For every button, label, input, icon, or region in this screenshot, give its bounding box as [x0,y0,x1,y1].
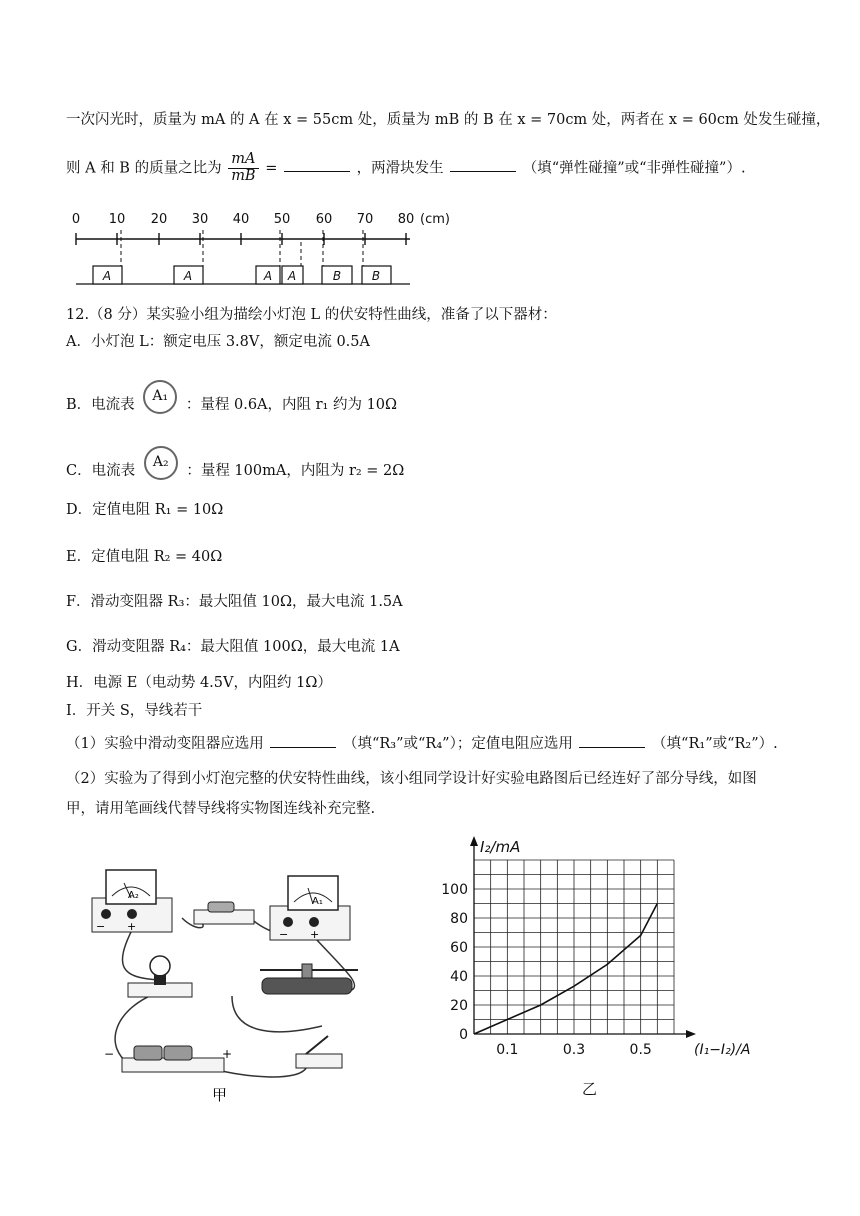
block-label: B [332,269,342,283]
y-tick-label: 80 [450,911,468,927]
y-tick-label: 0 [459,1027,468,1043]
answer-blank-ratio[interactable] [284,157,350,173]
wire [232,996,322,1032]
block-label: A [183,269,193,283]
minus-terminal: − [96,920,106,933]
iv-chart [432,834,751,1106]
ruler-unit: (cm) [420,212,450,227]
y-tick-label: 100 [441,882,468,898]
mass-ratio-fraction [228,152,258,185]
sub-question-1 [66,732,778,753]
intro-line-2-middle: ，两滑块发生 [356,160,444,177]
intro-line-2 [66,152,746,185]
answer-blank-rheostat[interactable] [270,733,336,749]
intro-line-1: 一次闪光时，质量为 mA 的 A 在 x = 55cm 处，质量为 mB 的 B 在 x = 70cm 处，两者在 x = 60cm 处发生碰撞， [66,112,831,128]
ammeter-a2 [92,870,172,933]
intro-line-2-prefix: 则 A 和 B 的质量之比为 [66,160,222,177]
ruler-tick-label: 80 [397,212,415,227]
y-tick-label: 20 [450,998,468,1014]
sub-question-2-line-2: 甲，请用笔画线代替导线将实物图连线补充完整. [66,801,376,817]
item-g: G．滑动变阻器 R₄：最大阻值 100Ω，最大电流 1A [66,639,400,655]
y-axis-label: I₂/mA [480,838,521,856]
sub1-text-c: （填“R₁”或“R₂”）. [652,736,778,752]
item-c [66,454,404,488]
item-c-label: C．电流表 [66,463,136,479]
item-i: I．开关 S，导线若干 [66,703,203,719]
item-f: F．滑动变阻器 R₃：最大阻值 10Ω，最大电流 1.5A [66,594,403,610]
x-tick-label: 0.3 [562,1042,586,1058]
plus-terminal: + [127,920,137,933]
item-c-spec: ：量程 100mA，内阻为 r₂ = 2Ω [186,463,405,479]
minus-terminal: − [279,928,289,941]
position-ruler-figure [66,206,450,286]
ruler-tick-label: 10 [108,212,126,227]
ruler-tick-label: 30 [191,212,209,227]
switch [296,1036,342,1068]
x-axis-arrow [686,1030,696,1038]
x-axis-label: (I₁−I₂)/A [694,1042,751,1058]
battery-plus: + [222,1047,233,1061]
ammeter-a2-label: A₂ [128,890,139,901]
y-axis-arrow [470,836,478,846]
circuit-figure [82,858,372,1104]
item-b [66,388,397,422]
intro-line-2-suffix: （填“弹性碰撞”或“非弹性碰撞”）. [522,160,746,177]
ammeter-a1-icon: A₁ [143,380,177,414]
block-label: B [371,269,381,283]
series-line [474,904,657,1035]
sub1-text-b: （填“R₃”或“R₄”）；定值电阻应选用 [342,736,573,752]
ammeter-a1 [270,876,350,941]
block-label: A [263,269,273,283]
ruler-tick-label: 60 [315,212,333,227]
item-h: H．电源 E（电动势 4.5V，内阻约 1Ω） [66,675,332,691]
ruler-tick-label: 0 [71,212,81,227]
sub-question-2-line-1: （2）实验为了得到小灯泡完整的伏安特性曲线，该小组同学设计好实验电路图后已经连好了部分导线，如图 [66,771,757,787]
answer-blank-collision[interactable] [450,157,516,173]
ruler-tick-label: 40 [232,212,250,227]
x-tick-label: 0.1 [496,1042,519,1058]
ruler-tick-label: 70 [356,212,374,227]
item-b-spec: ：量程 0.6A，内阻 r₁ 约为 10Ω [185,397,398,413]
block-label: A [287,269,297,283]
ruler-tick-label: 50 [273,212,291,227]
answer-blank-resistor[interactable] [579,733,645,749]
x-tick-label: 0.5 [629,1042,652,1058]
plus-terminal: + [310,928,320,941]
battery-holder [104,1046,232,1072]
y-tick-label: 40 [450,969,468,985]
block-label: A [102,269,112,283]
y-tick-label: 60 [450,940,468,956]
battery-minus: − [104,1047,115,1061]
question-header: 12.（8 分）某实验小组为描绘小灯泡 L 的伏安特性曲线，准备了以下器材： [66,307,557,323]
figure-caption-jia: 甲 [212,1086,228,1104]
figure-caption-yi: 乙 [582,1080,598,1098]
item-e: E．定值电阻 R₂ = 40Ω [66,549,223,565]
item-b-label: B．电流表 [66,397,135,413]
sub1-text-a: （1）实验中滑动变阻器应选用 [66,736,264,752]
fraction-denominator: mB [231,167,256,184]
ruler-tick-label: 20 [150,212,168,227]
fraction-numerator: mA [228,152,258,169]
ammeter-a1-label: A₁ [312,896,323,907]
equals-sign: = [265,160,278,177]
item-a: A．小灯泡 L：额定电压 3.8V，额定电流 0.5A [66,334,370,350]
item-d: D．定值电阻 R₁ = 10Ω [66,502,224,518]
fixed-resistor [194,902,254,924]
ammeter-a2-icon: A₂ [144,446,178,480]
